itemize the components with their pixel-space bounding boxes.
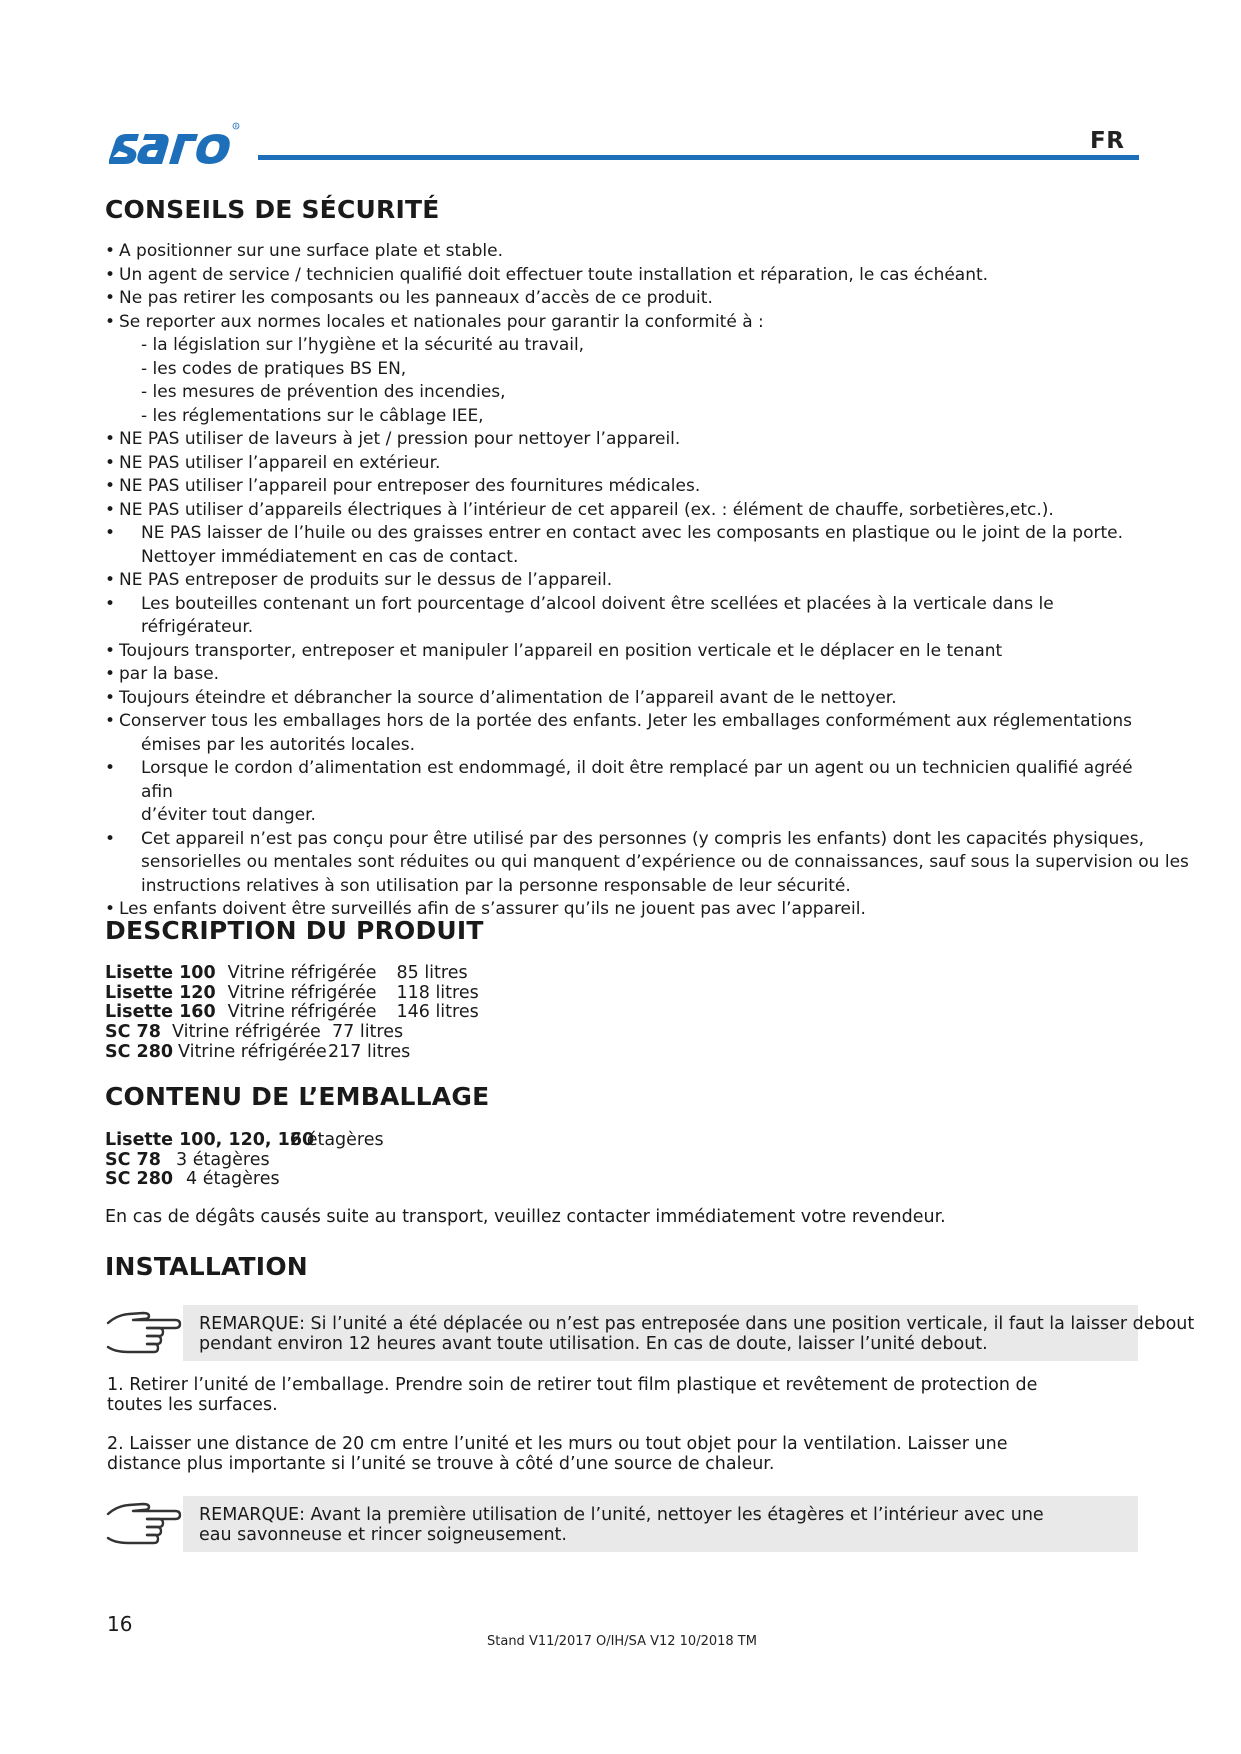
model-cell: Lisette 100 [105, 963, 216, 983]
list-item: • Les enfants doivent être surveillés afin de s’assurer qu’ils ne jouent pas avec l’appareil. [105, 898, 1145, 922]
remark-box [105, 1496, 1135, 1552]
remark-line: pendant environ 12 heures avant toute utilisation. En cas de doute, laisser l’unité debout. [199, 1334, 988, 1354]
list-subitem [105, 358, 1145, 382]
package-table [105, 1131, 384, 1190]
list-item: • NE PAS utiliser l’appareil pour entreposer des fournitures médicales. [105, 475, 1145, 499]
list-item: • NE PAS utiliser l’appareil en extérieur. [105, 452, 1145, 476]
list-item: • NE PAS laisser de l’huile ou des graisses entrer en contact avec les composants en plastique ou le joint de la porte. [105, 522, 1145, 546]
saro-logo [105, 112, 245, 168]
subitem-text: - les mesures de prévention des incendies, [141, 382, 506, 402]
type-cell: Vitrine réfrigérée [227, 1002, 377, 1023]
list-item: • Lorsque le cordon d’alimentation est endommagé, il doit être remplacé par un agent ou un technicien qualifié agréé afin [105, 757, 1145, 804]
volume-cell: 146 litres [396, 1002, 479, 1023]
table-row [105, 1003, 479, 1023]
continuation-text: émises par les autorités locales. [141, 734, 416, 755]
model-cell: SC 78 [105, 1149, 161, 1170]
continuation-text: instructions relatives à son utilisation par la personne responsable de leur sécurité. [141, 875, 851, 896]
table-row [105, 1023, 410, 1043]
type-cell: Vitrine réfrigérée [227, 982, 377, 1003]
list-item: • Un agent de service / technicien qualifié doit effectuer toute installation et réparation, le cas échéant. [105, 264, 1145, 288]
list-item: • Conserver tous les emballages hors de la portée des enfants. Jeter les emballages conformément aux réglementations [105, 710, 1145, 734]
table-row [105, 984, 479, 1004]
list-item: • NE PAS entreposer de produits sur le dessus de l’appareil. [105, 569, 1145, 593]
list-continuation [105, 546, 1145, 570]
content-cell: 3 étagères [176, 1149, 270, 1170]
list-item: • A positionner sur une surface plate et stable. [105, 240, 1145, 264]
list-item: • Se reporter aux normes locales et nationales pour garantir la conformité à : [105, 311, 1145, 335]
step-line: toutes les surfaces. [107, 1395, 278, 1415]
list-item: • Toujours éteindre et débrancher la source d’alimentation de l’appareil avant de le nettoyer. [105, 687, 1145, 711]
step-line: distance plus importante si l’unité se trouve à côté d’une source de chaleur. [107, 1454, 775, 1474]
list-subitem [105, 334, 1145, 358]
svg-text:R: R [234, 124, 238, 130]
package-title: CONTENU DE L’EMBALLAGE [105, 1082, 490, 1111]
table-row [105, 1170, 384, 1190]
step-line: 1. Retirer l’unité de l’emballage. Prendre soin de retirer tout film plastique et revêtement de protection de [107, 1375, 1038, 1395]
installation-title: INSTALLATION [105, 1252, 308, 1281]
pointing-hand-icon [105, 1498, 183, 1554]
content-cell: 4 étagères [186, 1169, 280, 1190]
list-item: • Les bouteilles contenant un fort pourcentage d’alcool doivent être scellées et placées à la verticale dans le réfrigérateur. [105, 593, 1145, 640]
remark-line: eau savonneuse et rincer soigneusement. [199, 1525, 567, 1545]
model-cell: Lisette 100, 120, 160 [105, 1130, 315, 1150]
remark-box [105, 1305, 1195, 1361]
list-item: • par la base. [105, 663, 1145, 687]
list-item: • Toujours transporter, entreposer et manipuler l’appareil en position verticale et le déplacer en le tenant [105, 640, 1145, 664]
remark-line: REMARQUE: Avant la première utilisation de l’unité, nettoyer les étagères et l’intérieur avec une [199, 1505, 1044, 1525]
subitem-text: - les réglementations sur le câblage IEE, [141, 405, 484, 426]
product-title: DESCRIPTION DU PRODUIT [105, 916, 484, 945]
continuation-text: d’éviter tout danger. [141, 805, 316, 825]
product-table-short-rows [105, 1023, 410, 1062]
list-continuation [105, 804, 1145, 828]
volume-cell: 77 litres [332, 1022, 404, 1042]
product-table [105, 964, 479, 1023]
table-row [105, 964, 479, 984]
model-cell: SC 78 [105, 1022, 161, 1042]
page-number: 16 [107, 1612, 133, 1636]
installation-step-1 [107, 1375, 1037, 1415]
model-cell: SC 280 [105, 1041, 174, 1062]
list-item: • NE PAS utiliser de laveurs à jet / pression pour nettoyer l’appareil. [105, 428, 1145, 452]
table-row [105, 1131, 384, 1151]
subitem-text: - la législation sur l’hygiène et la sécurité au travail, [141, 335, 585, 355]
remark-background [183, 1496, 1138, 1552]
header-rule [258, 155, 1139, 160]
list-subitem [105, 405, 1145, 429]
remark-line: REMARQUE: Si l’unité a été déplacée ou n’est pas entreposée dans une position verticale, il faut la laisser debout [199, 1314, 1195, 1334]
table-row [105, 1151, 384, 1171]
document-reference: Stand V11/2017 O/IH/SA V12 10/2018 TM [487, 1634, 757, 1649]
model-cell: Lisette 120 [105, 982, 216, 1003]
continuation-text: sensorielles ou mentales sont réduites ou qui manquent d’expérience ou de connaissances, sauf sous la supervision ou les [141, 852, 1189, 872]
type-cell: Vitrine réfrigérée [227, 963, 377, 983]
safety-list [105, 240, 1189, 922]
list-item: • Ne pas retirer les composants ou les panneaux d’accès de ce produit. [105, 287, 1145, 311]
list-continuation [105, 734, 1145, 758]
subitem-text: - les codes de pratiques BS EN, [141, 358, 407, 379]
volume-cell: 118 litres [396, 982, 479, 1003]
safety-title: CONSEILS DE SÉCURITÉ [105, 195, 440, 224]
type-cell: Vitrine réfrigérée [178, 1041, 327, 1062]
remark-text [199, 1314, 1194, 1354]
volume-cell: 85 litres [396, 963, 468, 983]
step-line: 2. Laisser une distance de 20 cm entre l’unité et les murs ou tout objet pour la ventilation. Laisser une [107, 1434, 1008, 1454]
list-continuation [105, 851, 1189, 875]
list-subitem [105, 381, 1145, 405]
content-cell: 2 étagères [290, 1130, 384, 1150]
list-continuation [105, 875, 1145, 899]
type-cell: Vitrine réfrigérée [172, 1022, 321, 1042]
model-cell: SC 280 [105, 1169, 174, 1190]
continuation-text: Nettoyer immédiatement en cas de contact. [141, 546, 519, 567]
installation-step-2 [107, 1434, 1007, 1474]
model-cell: Lisette 160 [105, 1002, 216, 1023]
transport-damage-note: En cas de dégâts causés suite au transport, veuillez contacter immédiatement votre revendeur. [105, 1207, 946, 1227]
pointing-hand-icon [105, 1307, 183, 1363]
language-label: FR [1090, 128, 1125, 154]
table-row [105, 1043, 410, 1063]
remark-background [183, 1305, 1195, 1361]
list-item: • Cet appareil n’est pas conçu pour être utilisé par des personnes (y compris les enfants) dont les capacités physiques, [105, 828, 1145, 852]
volume-cell: 217 litres [328, 1041, 411, 1062]
remark-text [199, 1505, 1044, 1545]
list-item: • NE PAS utiliser d’appareils électriques à l’intérieur de cet appareil (ex. : élément de chauffe, sorbetières,etc.). [105, 499, 1145, 523]
